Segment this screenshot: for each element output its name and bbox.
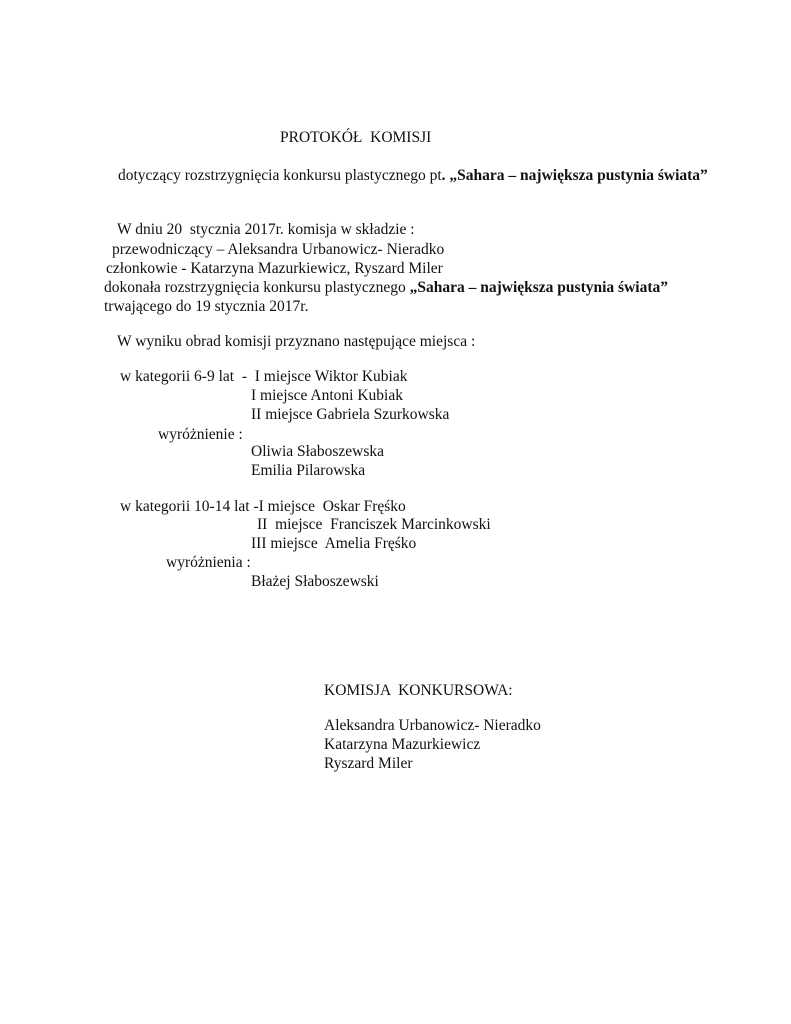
- committee-member-3: Ryszard Miler: [324, 755, 413, 772]
- category2-distinction1: Błażej Słaboszewski: [251, 573, 379, 590]
- category2-place2: II miejsce Franciszek Marcinkowski: [257, 516, 491, 533]
- category2-header: w kategorii 10-14 lat -I miejsce Oskar Fręśko: [120, 498, 406, 515]
- intro-line-duration: trwającego do 19 stycznia 2017r.: [104, 298, 309, 315]
- subtitle-text: dotyczący rozstrzygnięcia konkursu plastycznego pt: [118, 167, 442, 184]
- intro-line-date: W dniu 20 stycznia 2017r. komisja w składzie :: [117, 221, 415, 238]
- document-title: PROTOKÓŁ KOMISJI: [280, 129, 432, 146]
- intro-line-members: członkowie - Katarzyna Mazurkiewicz, Ryszard Miler: [106, 260, 443, 277]
- committee-member-1: Aleksandra Urbanowicz- Nieradko: [324, 717, 541, 734]
- document-subtitle: [118, 166, 708, 185]
- category1-header: w kategorii 6-9 lat - I miejsce Wiktor Kubiak: [120, 368, 408, 385]
- category2-distinction-label: wyróżnienia :: [166, 554, 251, 571]
- category1-distinction2: Emilia Pilarowska: [251, 462, 366, 479]
- contest-name: „Sahara – największa pustynia świata”: [445, 167, 708, 184]
- intro-line-contest: [104, 278, 668, 297]
- category1-distinction-label: wyróżnienie :: [158, 426, 243, 443]
- committee-heading: KOMISJA KONKURSOWA:: [324, 682, 513, 699]
- intro-contest-text: dokonała rozstrzygnięcia konkursu plastycznego: [104, 279, 410, 296]
- intro-contest-name: „Sahara – największa pustynia świata”: [409, 279, 668, 296]
- subtitle-dot: .: [441, 167, 446, 184]
- committee-member-2: Katarzyna Mazurkiewicz: [324, 736, 481, 753]
- category1-place3: II miejsce Gabriela Szurkowska: [251, 406, 450, 423]
- category2-place3: III miejsce Amelia Fręśko: [251, 535, 417, 552]
- results-intro: W wyniku obrad komisji przyznano następujące miejsca :: [117, 333, 476, 350]
- category1-distinction1: Oliwia Słaboszewska: [251, 443, 385, 460]
- category1-place2: I miejsce Antoni Kubiak: [251, 387, 403, 404]
- intro-line-chair: przewodniczący – Aleksandra Urbanowicz- Nieradko: [112, 241, 445, 258]
